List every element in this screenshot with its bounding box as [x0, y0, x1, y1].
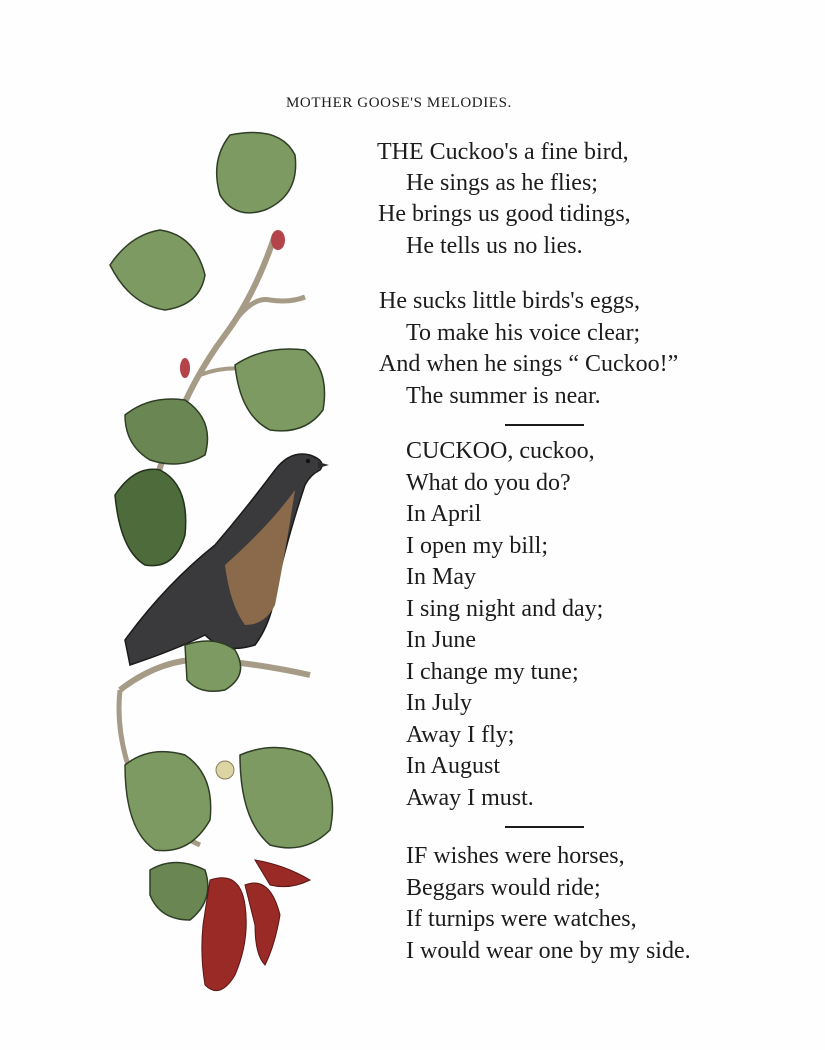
cuckoo-illustration [105, 125, 350, 1005]
poem1-line-2: He sings as he flies; [406, 170, 598, 196]
poem3-line-1: CUCKOO, cuckoo, [406, 438, 595, 464]
poem3-line-10: Away I fly; [406, 722, 515, 748]
poem4-line-3: If turnips were watches, [406, 906, 637, 932]
poem4-line-4: I would wear one by my side. [406, 938, 691, 964]
poem3-line-2: What do you do? [406, 470, 571, 496]
poem1-line-4: He tells us no lies. [406, 233, 583, 259]
poem2-line-3: And when he sings “ Cuckoo!” [379, 351, 679, 377]
poem1-line-1: THE Cuckoo's a fine bird, [377, 139, 629, 165]
poem3-line-11: In August [406, 753, 501, 779]
poem4-line-1: IF wishes were horses, [406, 843, 625, 869]
poem3-line-8: I change my tune; [406, 659, 579, 685]
poem3-line-12: Away I must. [406, 785, 534, 811]
poem3-line-4: I open my bill; [406, 533, 548, 559]
separator-rule [505, 424, 584, 426]
poem4-line-2: Beggars would ride; [406, 875, 601, 901]
poem3-line-3: In April [406, 501, 482, 527]
poem3-line-5: In May [406, 564, 476, 590]
separator-rule-2 [505, 826, 584, 828]
poem2-line-1: He sucks little birds's eggs, [379, 288, 640, 314]
poem1-line-3: He brings us good tidings, [378, 201, 631, 227]
poem2-line-4: The summer is near. [406, 383, 601, 409]
poem3-line-6: I sing night and day; [406, 596, 604, 622]
poem3-line-7: In June [406, 627, 476, 653]
page-header: MOTHER GOOSE'S MELODIES. [286, 95, 512, 111]
poem3-line-9: In July [406, 690, 472, 716]
poem2-line-2: To make his voice clear; [406, 320, 641, 346]
